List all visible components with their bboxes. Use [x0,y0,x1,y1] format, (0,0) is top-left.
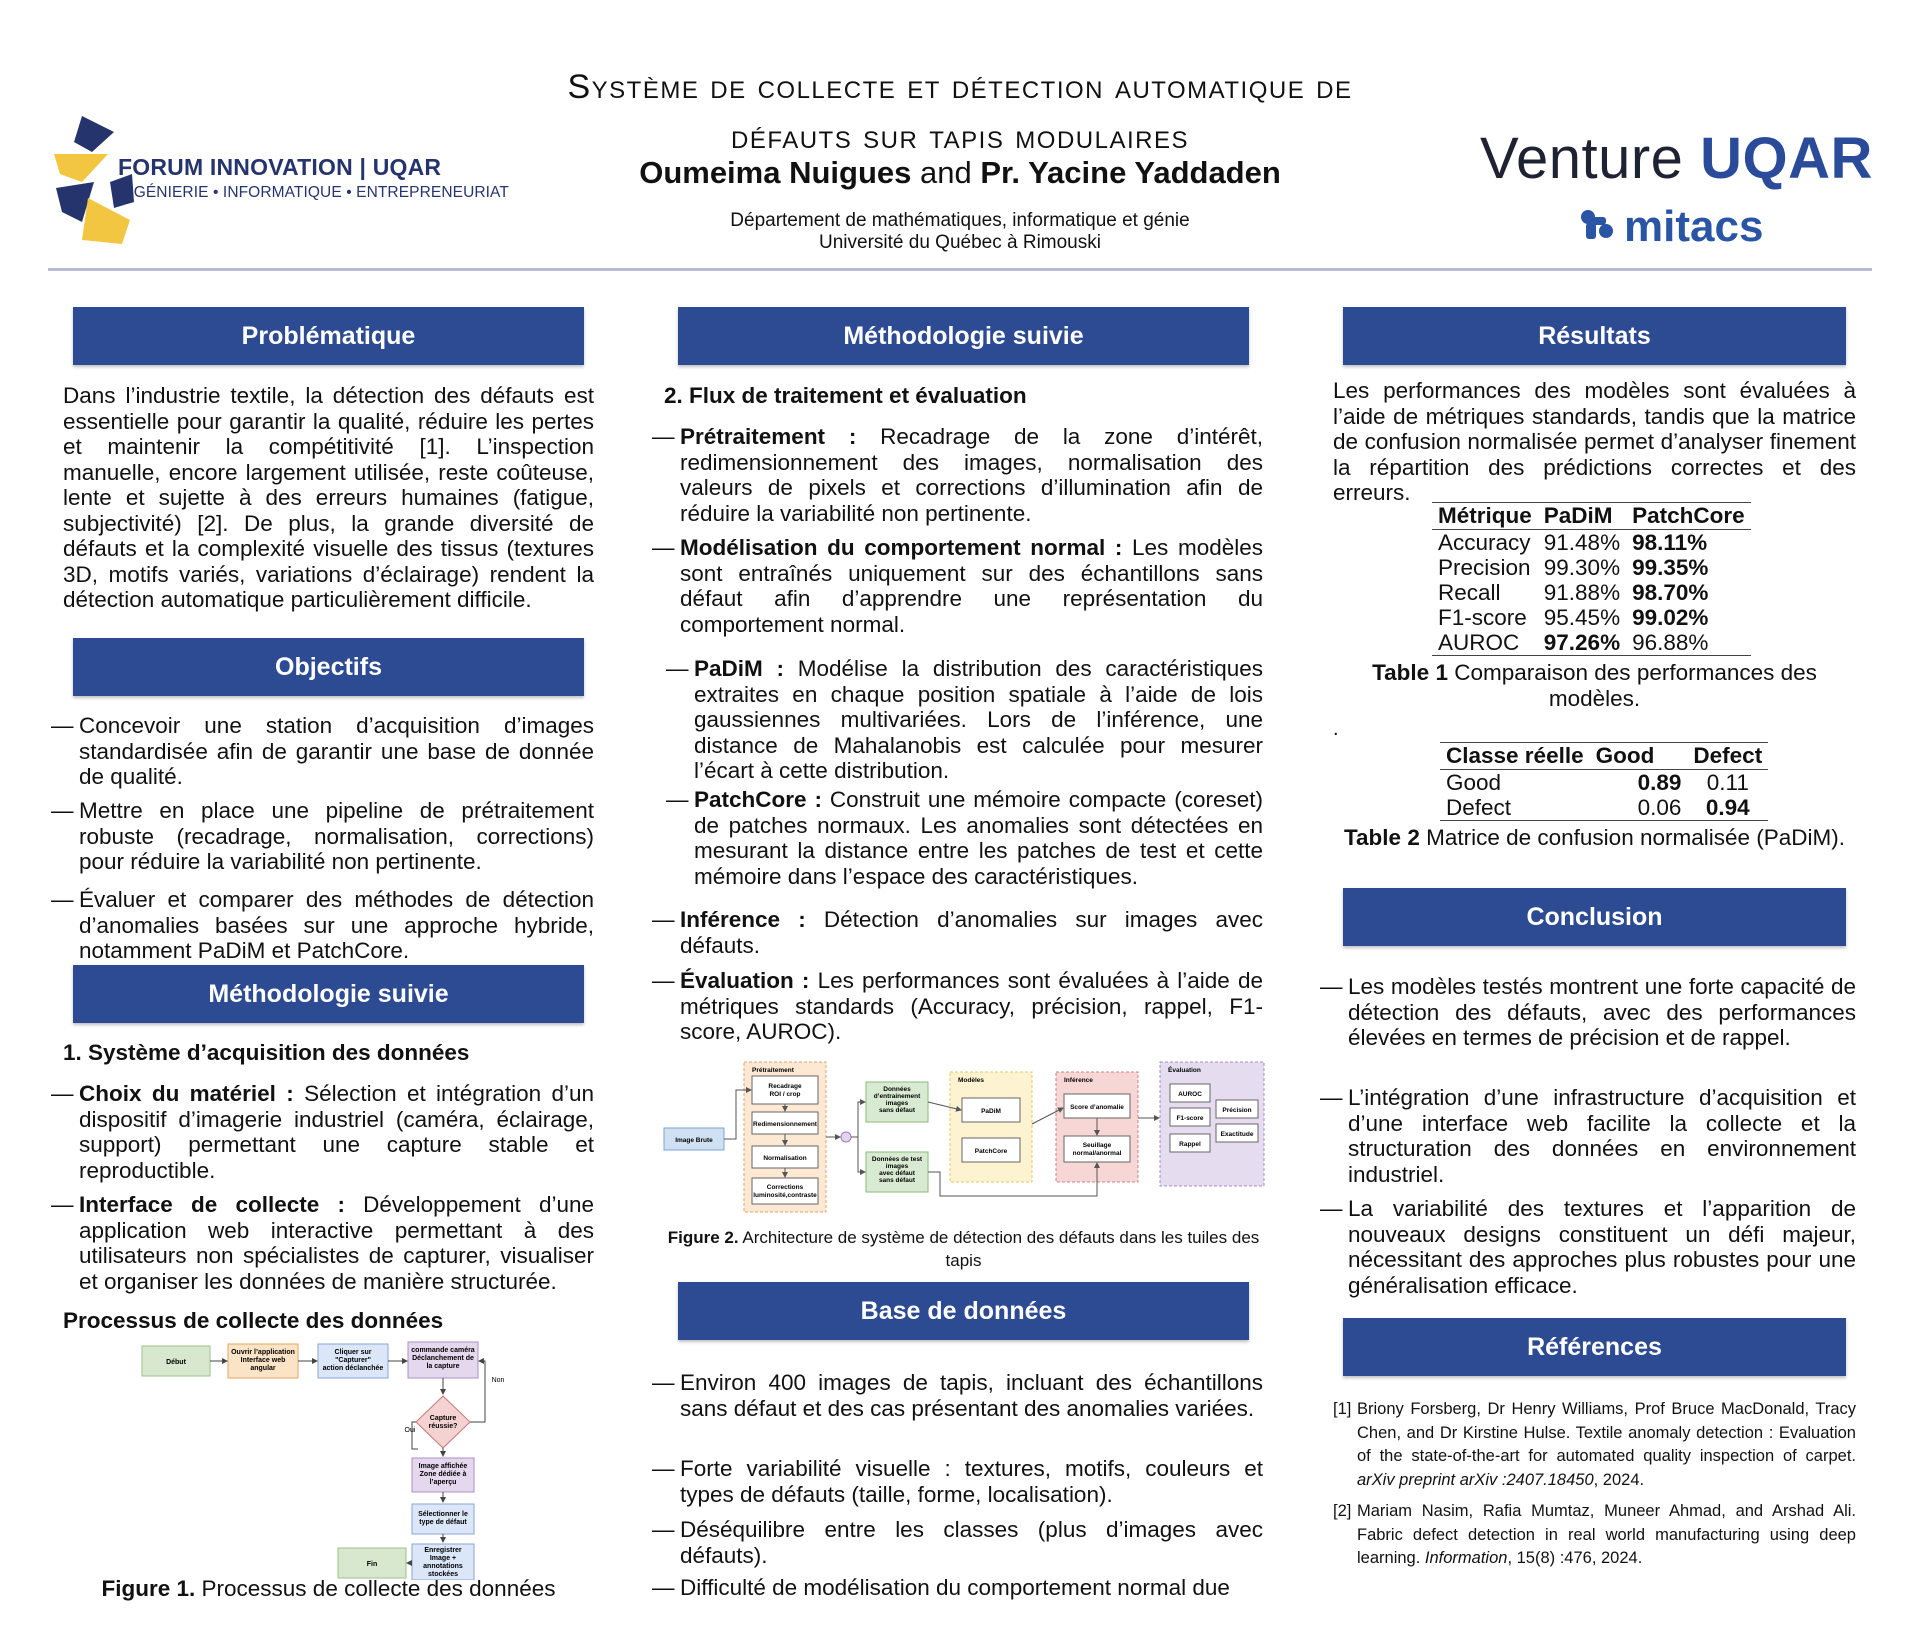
item-text: Les modèles sont entraînés uniquement sur des échantillons sans défaut afin d’apprendre une représentation du comportement normal. [680,535,1263,637]
flow-oui-label: Oui [404,1427,416,1434]
stray-dot: . [1333,718,1339,740]
table-row [1432,630,1751,656]
section-objectifs: Objectifs [73,638,584,696]
conclusion-item: — La variabilité des textures et l’apparition de nouveaux designs constituent un défi majeur, nécessitant des approches plus robustes pour une généralisation efficace. [1320,1196,1856,1298]
reference-1 [1333,1398,1856,1492]
ref-text: Briony Forsberg, Dr Henry Williams, Prof Bruce MacDonald, Tracy Chen, and Dr Kirstine Hulse. Textile anomaly detection : Evaluation of the state-of-the-art for automated quality inspection of carpet. [1357,1400,1856,1465]
table-row [1432,555,1751,580]
venture-uqar-logo [1480,125,1873,192]
table-cell: 98.70% [1632,580,1709,605]
table1-caption-text: Comparaison des performances des modèles. [1447,660,1817,711]
table-row [1432,530,1751,556]
arch-inference-label: Inférence [1064,1077,1093,1084]
affiliation-univ: Université du Québec à Rimouski [819,232,1101,253]
arch-patchcore-label: PatchCore [974,1148,1008,1155]
mitacs-logo [1578,202,1763,252]
table-cell: Precision [1438,555,1531,580]
flow-fin-label: Fin [366,1561,378,1568]
section-problematique: Problématique [73,307,584,365]
figure-2-architecture [660,1058,1268,1216]
item-text: Développement d’une application web interactive permettant à des utilisateurs non spécialistes de capturer, visualiser et organiser les données de manière structurée. [79,1192,594,1294]
table-cell: Defect [1440,795,1590,821]
table-1-caption [1343,660,1846,711]
arch-exactitude-label: Exactitude [1220,1131,1254,1138]
item-bold: Évaluation : [680,968,810,993]
fig2-label: Figure 2. [667,1228,739,1247]
arch-recadrage-label: Recadrage ROI / crop [768,1083,802,1098]
mitacs-word: mitacs [1624,202,1764,251]
flow-commande-label: commande caméra Déclanchement de la capture [411,1347,475,1370]
table-cell: 0.11 [1706,770,1749,795]
table-cell: 0.89 [1637,770,1682,795]
item-text: Les performances sont évaluées à l’aide de métriques standards (Accuracy, précision, rappel, F1-score, AUROC). [680,968,1263,1044]
flow-selection-label: Sélectionner le type de défaut [418,1511,468,1526]
title-line-1: Système de collecte et détection automatique de [567,68,1353,106]
bdd-item: — Difficulté de modélisation du comportement normal due [652,1575,1230,1600]
arch-corrections-label: Corrections luminosité,contraste [753,1184,817,1199]
fig1-label: Figure 1. [101,1576,196,1601]
ref-text: Mariam Nasim, Rafia Mumtaz, Muneer Ahmad, and Arshad Ali. Fabric defect detection in real world manufacturing using deep learning. [1357,1502,1856,1567]
flux-item-padim: — PaDiM : Modélise la distribution des caractéristiques extraites en chaque position spatiale à l’aide de lois gaussiennes multivariées. Lors de l’inférence, une distance de Mahalanobis est calculée pour mesurer l’écart à cette distribution. [666,656,1263,783]
resultats-text: Les performances des modèles sont évaluées à l’aide de métriques standards, tandis que la matrice de confusion normalisée permet d’analyser finement la répartition des prédictions correctes et des erreurs. [1333,378,1856,505]
conclusion-text: Les modèles testés montrent une forte capacité de détection des défauts, avec des performances élevées en termes de précision et de rappel. [1348,974,1856,1050]
arch-seuillage [1064,1136,1130,1162]
table-cell: 0.94 [1687,795,1768,821]
item-text: Recadrage de la zone d’intérêt, redimensionnement des images, normalisation des valeurs de pixels et corrections d’illumination afin de réduire la variabilité non pertinente. [680,424,1263,526]
arch-image-brute-label: Image Brute [675,1137,713,1144]
table-header: PaDiM [1538,503,1626,530]
arch-normalisation-label: Normalisation [763,1155,807,1162]
bdd-item: — Déséquilibre entre les classes (plus d’images avec défauts). [652,1517,1263,1568]
item-bold: PaDiM : [694,656,785,681]
arch-modeles-label: Modèles [958,1077,985,1084]
objectif-text: Mettre en place une pipeline de prétraitement robuste (recadrage, normalisation, corrections) pour réduire la variabilité non pertinente. [79,798,594,874]
item-text: Détection d’anomalies sur images avec défauts. [680,907,1263,958]
flow-non-label: Non [491,1377,505,1384]
arch-pretraitement-label: Prétraitement [752,1067,794,1074]
process-title: Processus de collecte des données [63,1308,444,1333]
section-resultats: Résultats [1343,307,1846,365]
arch-train-label: Données d’entrainement images sans défaut [873,1086,921,1114]
flow-debut-label: Début [166,1359,186,1366]
authors [400,155,1520,191]
figure-1-caption [63,1576,594,1602]
ref-number: [2] [1333,1502,1352,1520]
bdd-text: Difficulté de modélisation du comportement normal due [680,1575,1230,1600]
table-2-confusion [1440,742,1768,821]
table-cell: Recall [1438,580,1501,605]
author-and: and [920,155,972,190]
table-cell: AUROC [1432,630,1538,656]
forum-logo-title: FORUM INNOVATION | UQAR [118,154,442,180]
arch-rappel-label: Rappel [1179,1141,1201,1148]
arch-test-label: Données de test images avec défaut sans défaut [871,1156,923,1184]
item-bold: Interface de collecte : [79,1192,345,1217]
bdd-item: — Forte variabilité visuelle : textures, motifs, couleurs et types de défauts (taille, forme, localisation). [652,1456,1263,1507]
table-cell: Good [1446,770,1502,795]
objectif-item: — Évaluer et comparer des méthodes de détection d’anomalies basées sur une approche hybride, notamment PaDiM et PatchCore. [51,887,594,963]
subsection-flux: 2. Flux de traitement et évaluation [664,383,1027,408]
flow-capture-decision [416,1396,470,1448]
arch-corrections [752,1178,818,1204]
table-cell: F1-score [1438,605,1527,630]
flow-enregistrer-label: Enregistrer Image + annotations stockées [423,1547,463,1578]
table-cell: 98.11% [1632,530,1708,555]
flux-item-patchcore: — PatchCore : Construit une mémoire compacte (coreset) de patches normaux. Les anomalies sont détectées en mesurant la distance entre les patches de test et cette mémoire dans l’espace des caractéristiques. [666,787,1263,889]
arch-precision-label: Précision [1222,1107,1252,1114]
venture-word: Venture [1480,126,1684,191]
table-header: Classe réelle [1440,743,1590,770]
title-line-2: défauts sur tapis modulaires [731,118,1189,156]
item-text: Sélection et intégration d’un dispositif d’imagerie industriel (caméra, éclairage, support) permettant une capture stable et reproductible. [79,1081,594,1183]
table-cell: 97.26% [1538,630,1626,656]
uqar-word: UQAR [1700,126,1873,191]
table1-label: Table 1 [1372,660,1448,685]
mitacs-icon [1578,205,1618,245]
fig2-text: Architecture de système de détection des défauts dans les tuiles des tapis [738,1228,1260,1270]
table-cell: 99.35% [1632,555,1709,580]
arch-split-node [841,1132,851,1142]
table-row [1432,580,1751,605]
conclusion-text: La variabilité des textures et l’apparition de nouveaux designs constituent un défi majeur, nécessitant des approches plus robustes pour une généralisation efficace. [1348,1196,1856,1298]
flux-item-pretraitement: — Prétraitement : Recadrage de la zone d’intérêt, redimensionnement des images, normalisation des valeurs de pixels et corrections d’illumination afin de réduire la variabilité non pertinente. [652,424,1263,526]
arch-score-label: Score d’anomalie [1070,1104,1124,1111]
table-2-header-row [1440,743,1768,770]
arch-redim-label: Redimensionnement [753,1121,817,1128]
table-header: Defect [1687,743,1768,770]
table-header: PatchCore [1626,503,1751,530]
table-header: Métrique [1432,503,1538,530]
table-cell: 96.88% [1626,630,1751,656]
conclusion-text: L’intégration d’une infrastructure d’acquisition et d’une interface web facilite la collecte et la structuration des données en environnement industriel. [1348,1085,1856,1187]
bdd-text: Forte variabilité visuelle : textures, motifs, couleurs et types de défauts (taille, forme, localisation). [680,1456,1263,1507]
flux-item-evaluation: — Évaluation : Les performances sont évaluées à l’aide de métriques standards (Accuracy, précision, rappel, F1-score, AUROC). [652,968,1263,1044]
section-conclusion: Conclusion [1343,888,1846,946]
table-1-header-row [1432,503,1751,530]
arch-auroc-label: AUROC [1178,1091,1202,1098]
methodo-item: — Choix du matériel : Sélection et intégration d’un dispositif d’imagerie industriel (caméra, éclairage, support) permettant une capture stable et reproductible. [51,1081,594,1183]
arch-padim-label: PaDiM [981,1108,1001,1115]
arch-f1-label: F1-score [1176,1115,1204,1122]
table-row [1440,770,1768,796]
section-methodologie-1: Méthodologie suivie [73,965,584,1023]
item-bold: Inférence : [680,907,806,932]
table-2-caption [1343,825,1846,851]
section-methodologie-2: Méthodologie suivie [678,307,1249,365]
forum-logo-mark [52,112,172,252]
arch-seuillage-label: Seuillage normal/anormal [1072,1142,1122,1157]
objectif-text: Évaluer et comparer des méthodes de détection d’anomalies basées sur une approche hybride, notamment PaDiM et PatchCore. [79,887,594,963]
table-header: Good [1590,743,1688,770]
bdd-text: Environ 400 images de tapis, incluant des échantillons sans défaut et des cas présentant des anomalies variées. [680,1370,1263,1421]
objectif-text: Concevoir une station d’acquisition d’images standardisée afin de garantir une base de donnée de qualité. [79,713,594,789]
table-cell: 99.30% [1543,555,1621,580]
affiliation [400,210,1520,254]
flux-item-modelisation: — Modélisation du comportement normal : Les modèles sont entraînés uniquement sur des échantillons sans défaut afin d’apprendre une représentation du comportement normal. [652,535,1263,637]
table-cell: 0.06 [1590,795,1688,821]
table2-label: Table 2 [1343,825,1420,850]
table-cell: Accuracy [1438,530,1531,555]
conclusion-item: — Les modèles testés montrent une forte capacité de détection des défauts, avec des performances élevées en termes de précision et de rappel. [1320,974,1856,1050]
figure-2-caption [664,1226,1263,1272]
reference-2 [1333,1500,1856,1571]
header-divider [48,268,1872,271]
arch-modeles-group [950,1072,1032,1182]
section-base-de-donnees: Base de données [678,1282,1249,1340]
table-cell: 95.45% [1543,605,1621,630]
arch-recadrage [752,1076,818,1104]
flow-ouvrir-label: Ouvrir l’application Interface web angular [231,1349,295,1372]
table-cell: 99.02% [1632,605,1709,630]
bdd-text: Déséquilibre entre les classes (plus d’images avec défauts). [680,1517,1263,1568]
conclusion-item: — L’intégration d’une infrastructure d’acquisition et d’une interface web facilite la collecte et la structuration des données en environnement industriel. [1320,1085,1856,1187]
item-text: Modélise la distribution des caractéristiques extraites en chaque position spatiale à l’aide de lois gaussiennes multivariées. Lors de l’inférence, une distance de Mahalanobis est calculée pour mesurer l’écart à cette distribution. [694,656,1263,783]
section-references: Références [1343,1318,1846,1376]
author-1: Oumeima Nuigues [639,155,912,190]
author-2: Pr. Yacine Yaddaden [980,155,1281,190]
flow-cliquer-label: Cliquer sur "Capturer" action déclanchée [322,1349,384,1372]
ref-tail: , 2024. [1593,1470,1645,1489]
references-list [1333,1398,1856,1579]
problematique-text: Dans l’industrie textile, la détection des défauts est essentielle pour garantir la qualité, réduire les pertes et maintenir la compétitivité [1]. L’inspection manuelle, encore largement utilisée, reste coûteuse, lente et sujette à des erreurs humaines (fatigue, subjectivité) [2]. De plus, la grande diversité de défauts et la complexité visuelle des tissus (textures 3D, motifs variés, variations d’éclairage) rendent la détection automatique particulièrement difficile. [63,383,594,612]
flow-image-label: Image affichée Zone dédiée à l’aperçu [418,1463,468,1486]
item-bold: PatchCore : [694,787,822,812]
objectif-item: — Mettre en place une pipeline de prétraitement robuste (recadrage, normalisation, corrections) pour réduire la variabilité non pertinente. [51,798,594,874]
fig1-text: Processus de collecte des données [195,1576,556,1601]
table-row [1432,605,1751,630]
bdd-item: — Environ 400 images de tapis, incluant des échantillons sans défaut et des cas présentant des anomalies variées. [652,1370,1263,1421]
ref-tail: , 15(8) :476, 2024. [1507,1549,1643,1567]
table2-caption-text: Matrice de confusion normalisée (PaDiM). [1419,825,1846,850]
item-bold: Choix du matériel : [79,1081,294,1106]
ref-journal: Information [1424,1549,1508,1567]
affiliation-dept: Département de mathématiques, informatique et génie [730,210,1190,231]
ref-journal: arXiv preprint arXiv :2407.18450 [1357,1470,1594,1489]
flux-item-inference: — Inférence : Détection d’anomalies sur images avec défauts. [652,907,1263,958]
item-bold: Prétraitement : [680,424,857,449]
objectif-item: — Concevoir une station d’acquisition d’images standardisée afin de garantir une base de donnée de qualité. [51,713,594,789]
figure-1-flowchart [130,1332,530,1580]
item-text: Construit une mémoire compacte (coreset) de patches normaux. Les anomalies sont détectées en mesurant la distance entre les patches de test et cette mémoire dans l’espace des caractéristiques. [694,787,1263,889]
flow-capture-label: Capture réussie? [428,1415,458,1430]
poster-title [400,62,1520,162]
table-1-metrics [1432,502,1751,656]
table-cell: 91.48% [1543,530,1621,555]
table-cell: 91.88% [1543,580,1621,605]
arch-evaluation-label: Évaluation [1168,1067,1201,1074]
poster-header [0,0,1920,272]
methodo-item: — Interface de collecte : Développement d’une application web interactive permettant à des utilisateurs non spécialistes de capturer, visualiser et organiser les données de manière structurée. [51,1192,594,1294]
item-bold: Modélisation du comportement normal : [680,535,1123,560]
table-row [1440,795,1768,821]
subsection-acquisition: 1. Système d’acquisition des données [63,1040,470,1065]
ref-number: [1] [1333,1400,1352,1418]
forum-logo-subtitle: INGÉNIERIE • INFORMATIQUE • ENTREPRENEURIAT [118,184,509,201]
